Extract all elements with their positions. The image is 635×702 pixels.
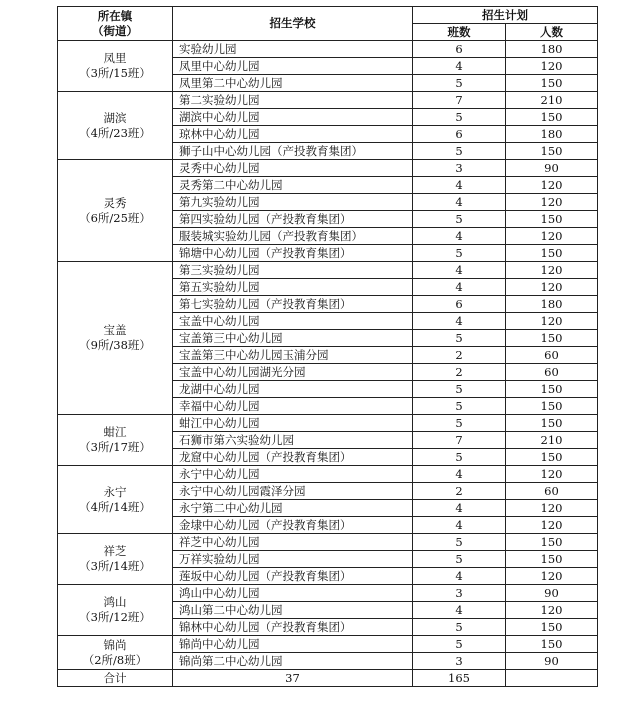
table-row xyxy=(58,534,598,551)
people-count: 120 xyxy=(506,466,598,483)
school-name: 永宁中心幼儿园 xyxy=(173,466,413,483)
class-count: 4 xyxy=(413,228,506,245)
town-cell xyxy=(58,466,173,534)
class-count: 7 xyxy=(413,92,506,109)
school-name: 凤里第二中心幼儿园 xyxy=(173,75,413,92)
town-summary: （3所/15班） xyxy=(79,66,151,80)
class-count: 4 xyxy=(413,517,506,534)
class-count: 5 xyxy=(413,534,506,551)
table-row xyxy=(58,415,598,432)
school-name: 锦尚中心幼儿园 xyxy=(173,636,413,653)
table-row xyxy=(58,41,598,58)
school-name: 龙窟中心幼儿园（产投教育集团） xyxy=(173,449,413,466)
class-count: 6 xyxy=(413,41,506,58)
school-name: 万祥实验幼儿园 xyxy=(173,551,413,568)
people-count: 120 xyxy=(506,313,598,330)
class-count: 3 xyxy=(413,653,506,670)
class-count: 5 xyxy=(413,619,506,636)
class-count: 5 xyxy=(413,211,506,228)
school-name: 服装城实验幼儿园（产投教育集团） xyxy=(173,228,413,245)
table-body xyxy=(58,41,598,687)
school-name: 宝盖第三中心幼儿园玉浦分园 xyxy=(173,347,413,364)
town-summary: （3所/14班） xyxy=(79,559,151,573)
people-count: 210 xyxy=(506,92,598,109)
class-count: 5 xyxy=(413,398,506,415)
class-count: 4 xyxy=(413,194,506,211)
people-count: 150 xyxy=(506,143,598,160)
town-summary: （2所/8班） xyxy=(82,652,148,667)
people-count: 90 xyxy=(506,653,598,670)
school-name: 第三实验幼儿园 xyxy=(173,262,413,279)
town-name: 祥芝 xyxy=(103,544,127,558)
school-name: 幸福中心幼儿园 xyxy=(173,398,413,415)
school-name: 金埭中心幼儿园（产投教育集团） xyxy=(173,517,413,534)
people-count: 150 xyxy=(506,636,598,653)
people-count: 150 xyxy=(506,330,598,347)
people-count: 180 xyxy=(506,296,598,313)
people-count: 60 xyxy=(506,347,598,364)
class-count: 4 xyxy=(413,602,506,619)
town-name: 凤里 xyxy=(103,51,127,65)
class-count: 5 xyxy=(413,415,506,432)
people-count: 150 xyxy=(506,245,598,262)
town-name: 宝盖 xyxy=(103,323,127,337)
town-cell xyxy=(58,415,173,466)
header-town-line2: （街道） xyxy=(92,23,138,38)
town-cell xyxy=(58,636,173,670)
people-count: 120 xyxy=(506,602,598,619)
town-cell xyxy=(58,92,173,160)
town-summary: （4所/14班） xyxy=(79,499,151,514)
class-count: 5 xyxy=(413,551,506,568)
people-count: 150 xyxy=(506,415,598,432)
table-row xyxy=(58,262,598,279)
table-row xyxy=(58,466,598,483)
school-name: 锦塘中心幼儿园（产投教育集团） xyxy=(173,245,413,262)
school-name: 龙湖中心幼儿园 xyxy=(173,381,413,398)
school-name: 第七实验幼儿园（产投教育集团） xyxy=(173,296,413,313)
header-plan: 招生计划 xyxy=(413,7,598,24)
school-name: 永宁中心幼儿园霞泽分园 xyxy=(173,483,413,500)
school-name: 鸿山中心幼儿园 xyxy=(173,585,413,602)
school-name: 鸿山第二中心幼儿园 xyxy=(173,602,413,619)
town-cell xyxy=(58,534,173,585)
people-count: 150 xyxy=(506,619,598,636)
class-count: 4 xyxy=(413,313,506,330)
school-name: 永宁第二中心幼儿园 xyxy=(173,500,413,517)
town-name: 蚶江 xyxy=(103,425,127,439)
people-count: 120 xyxy=(506,568,598,585)
people-count: 120 xyxy=(506,517,598,534)
class-count: 6 xyxy=(413,296,506,313)
class-count: 3 xyxy=(413,160,506,177)
class-count: 2 xyxy=(413,364,506,381)
table-row xyxy=(58,636,598,653)
class-count: 4 xyxy=(413,279,506,296)
town-cell xyxy=(58,262,173,415)
school-name: 第四实验幼儿园（产投教育集团） xyxy=(173,211,413,228)
class-count: 2 xyxy=(413,483,506,500)
table-row xyxy=(58,160,598,177)
people-count: 150 xyxy=(506,211,598,228)
people-count: 150 xyxy=(506,75,598,92)
people-count: 90 xyxy=(506,585,598,602)
school-name: 锦尚第二中心幼儿园 xyxy=(173,653,413,670)
school-name: 祥芝中心幼儿园 xyxy=(173,534,413,551)
class-count: 5 xyxy=(413,109,506,126)
town-cell xyxy=(58,160,173,262)
people-count: 150 xyxy=(506,551,598,568)
town-name: 锦尚 xyxy=(103,637,127,652)
people-count: 60 xyxy=(506,364,598,381)
class-count: 5 xyxy=(413,449,506,466)
people-count: 180 xyxy=(506,41,598,58)
town-cell xyxy=(58,585,173,636)
people-count: 150 xyxy=(506,449,598,466)
table-row xyxy=(58,585,598,602)
class-count: 4 xyxy=(413,500,506,517)
class-count: 5 xyxy=(413,636,506,653)
total-row xyxy=(58,670,598,687)
class-count: 4 xyxy=(413,262,506,279)
people-count: 60 xyxy=(506,483,598,500)
school-name: 宝盖中心幼儿园 xyxy=(173,313,413,330)
town-name: 灵秀 xyxy=(103,195,127,210)
people-count: 150 xyxy=(506,398,598,415)
class-count: 5 xyxy=(413,330,506,347)
class-count: 4 xyxy=(413,58,506,75)
school-name: 第九实验幼儿园 xyxy=(173,194,413,211)
class-count: 5 xyxy=(413,245,506,262)
table-row xyxy=(58,92,598,109)
people-count: 120 xyxy=(506,262,598,279)
people-count: 120 xyxy=(506,500,598,517)
total-classes: 165 xyxy=(413,670,506,687)
enrollment-plan-table xyxy=(57,6,598,687)
people-count: 120 xyxy=(506,58,598,75)
people-count: 150 xyxy=(506,381,598,398)
school-name: 湖滨中心幼儿园 xyxy=(173,109,413,126)
class-count: 4 xyxy=(413,568,506,585)
school-name: 宝盖第三中心幼儿园 xyxy=(173,330,413,347)
people-count: 120 xyxy=(506,228,598,245)
town-cell xyxy=(58,41,173,92)
header-school: 招生学校 xyxy=(173,7,413,41)
school-name: 实验幼儿园 xyxy=(173,41,413,58)
class-count: 5 xyxy=(413,75,506,92)
people-count: 210 xyxy=(506,432,598,449)
people-count: 120 xyxy=(506,279,598,296)
school-name: 锦林中心幼儿园（产投教育集团） xyxy=(173,619,413,636)
people-count: 90 xyxy=(506,160,598,177)
class-count: 4 xyxy=(413,177,506,194)
people-count: 150 xyxy=(506,109,598,126)
people-count: 120 xyxy=(506,177,598,194)
town-name: 湖滨 xyxy=(103,110,127,125)
total-schools: 37 xyxy=(173,670,413,687)
header-town-line1: 所在镇 xyxy=(97,8,133,23)
class-count: 5 xyxy=(413,143,506,160)
class-count: 5 xyxy=(413,381,506,398)
school-name: 琼林中心幼儿园 xyxy=(173,126,413,143)
school-name: 第二实验幼儿园 xyxy=(173,92,413,109)
school-name: 第五实验幼儿园 xyxy=(173,279,413,296)
town-name: 鸿山 xyxy=(103,595,127,609)
school-name: 狮子山中心幼儿园（产投教育集团） xyxy=(173,143,413,160)
people-count: 120 xyxy=(506,194,598,211)
total-people xyxy=(506,670,598,687)
school-name: 灵秀第二中心幼儿园 xyxy=(173,177,413,194)
town-summary: （3所/12班） xyxy=(79,610,151,624)
school-name: 莲坂中心幼儿园（产投教育集团） xyxy=(173,568,413,585)
school-name: 蚶江中心幼儿园 xyxy=(173,415,413,432)
people-count: 180 xyxy=(506,126,598,143)
town-summary: （9所/38班） xyxy=(79,338,151,352)
header-classes: 班数 xyxy=(413,24,506,41)
class-count: 6 xyxy=(413,126,506,143)
class-count: 2 xyxy=(413,347,506,364)
school-name: 宝盖中心幼儿园湖光分园 xyxy=(173,364,413,381)
school-name: 凤里中心幼儿园 xyxy=(173,58,413,75)
total-label: 合计 xyxy=(58,670,173,687)
town-name: 永宁 xyxy=(103,484,127,499)
class-count: 3 xyxy=(413,585,506,602)
town-summary: （6所/25班） xyxy=(79,210,151,225)
town-summary: （3所/17班） xyxy=(79,440,151,454)
class-count: 4 xyxy=(413,466,506,483)
town-summary: （4所/23班） xyxy=(79,125,151,140)
school-name: 石狮市第六实验幼儿园 xyxy=(173,432,413,449)
school-name: 灵秀中心幼儿园 xyxy=(173,160,413,177)
header-town xyxy=(58,7,173,41)
class-count: 7 xyxy=(413,432,506,449)
people-count: 150 xyxy=(506,534,598,551)
header-people: 人数 xyxy=(506,24,598,41)
